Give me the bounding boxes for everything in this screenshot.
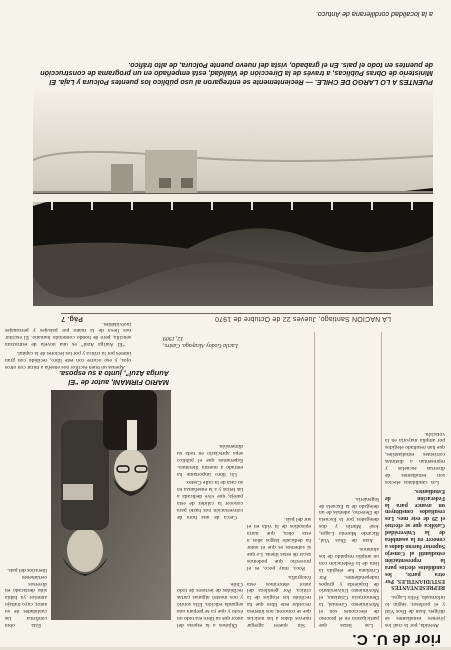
portrait-photo-image [51,390,171,620]
column-rule [381,332,382,628]
bridge-photo-image [33,91,433,306]
middle-paragraph: Sin querer agregar nuevos datos a las noticias que se conocen, nos interesa recordar este libro que ha recibido los elogios de la crítica. Por gentileza del autor obtuvimos esta fotografía. [247,573,311,628]
middle-story-column [247,332,311,628]
middle-story-column [177,334,243,520]
bridge-caption-continued: a la localidad cordillerana de Antuco. [315,10,433,19]
bottom-paragraph: “El Auriga Azul” es una novela de estructura sencilla, pero de hondo contenido humano. El escritor nos lleva de la mano por paisajes y personajes inolvidables. [5,320,131,348]
letter-paragraph: Avenida, por la cual los jóvenes estudiantes se dirigen. Juan de Dios Vial y el profesor, según lo informado, Félix Lagos. [385,594,445,628]
letter-paragraph: Las listas que participaron en el proceso de elecciones son el Movimiento Gremial, la Democracia Cristiana, el Movimiento Universitario de Izquierda y grupos independientes. Por Cristiana fue elegida la lista de la Federación con un amplio respaldo de los alumnos. [319,546,379,628]
page-folio [61,313,391,322]
bottom-story-column [5,320,131,370]
bottom-story-column [5,378,47,628]
bottom-paragraph: Apenas un buen escritor nos enseña a mirar con otros ojos, y eso ocurre con este libro, recibido con gran interés por la crítica y por los lectores de la capital. [5,350,131,370]
middle-paragraph: Cerca de una hora de conversación nos bastó para conocer la calidez de esta pareja, que vive dedicada a las letras y a la enseñanza en su casa de la calle Castro. [177,479,243,520]
middle-paragraph: Poco, muy poco, es el provecho que podemos sacar de estas líneas. Lo que sí sabemos es que el autor ha dedicado largos años a esta obra, que narra episodios de la vida en el sur del país. [247,516,311,571]
letter-story-column [385,332,445,628]
letter-story-column [319,332,379,628]
column-rule [314,332,315,628]
page-number: Pág. 7 [61,315,83,322]
portrait-photo [51,390,171,620]
bridge-caption: PUENTES A LO LARGO DE CHILE. — Recientemente se entregaron al uso público los puentes Polcura y Laja. El Ministerio de Obras Públicas, a través de la Dirección de Vialidad, está empeñado en un programa de construcción de puentes en todo el país. En el grabado, vista del nuevo puente Polcura, de alto tráfico. [40,60,433,87]
portrait-caption: MARIO FIRMANI, autor de “El Auriga Azul”, junto a su esposa. [59,369,169,387]
letter-story-title: rior de U. C. [352,631,441,648]
bottom-paragraph: Esta obra confirma las cualidades de su autor, cuyo trabajo anterior ya había sido destacado en diversos certámenes literarios del país. [5,566,47,628]
letter-paragraph: Los candidatos electos son estudiantes de diversas escuelas y representan a distintas corrientes estudiantiles, que han resultado elegidos por amplia mayoría en la votación. [385,430,445,485]
folio-text: LA NACION Santiago, Jueves 22 de Octubre de 1970 [214,315,391,322]
letter-paragraph: Juan de Dios Vial, Ricardo Moreno Lagos, José Martín y dos delegados por la Escuela de Derecho, además de un delegado de la Escuela de Ingeniería. [319,495,379,544]
middle-paragraph: Dijimos a la esposa del autor que su libro era todo un éxito y que ya se prepara una segunda edición. Ella sonrió y nos mostró algunas cartas recibidas de lectores de todo Chile. [177,580,243,628]
bridge-photo [33,91,433,306]
story-signature: Lucila Godoy Alcayaga. Castro, 12, 1909 [163,335,238,348]
letter-paragraph: REPRESENTANTES ESTUDIANTILES. Por otra parte, los candidatos electos para la representación estudiantil al Consejo Superior fueron dados a conocer en la asamblea de la Universidad Católica que se efectuó el 29 de este mes. Los resultados constituyen un avance para la Federación de Estudiantes. [385,487,445,591]
middle-story-column [177,528,243,628]
middle-paragraph: Un libro importante ha entrado a nuestra literatura. Esperamos que el público sepa apreciarlo en toda su dimensión. [177,442,243,477]
